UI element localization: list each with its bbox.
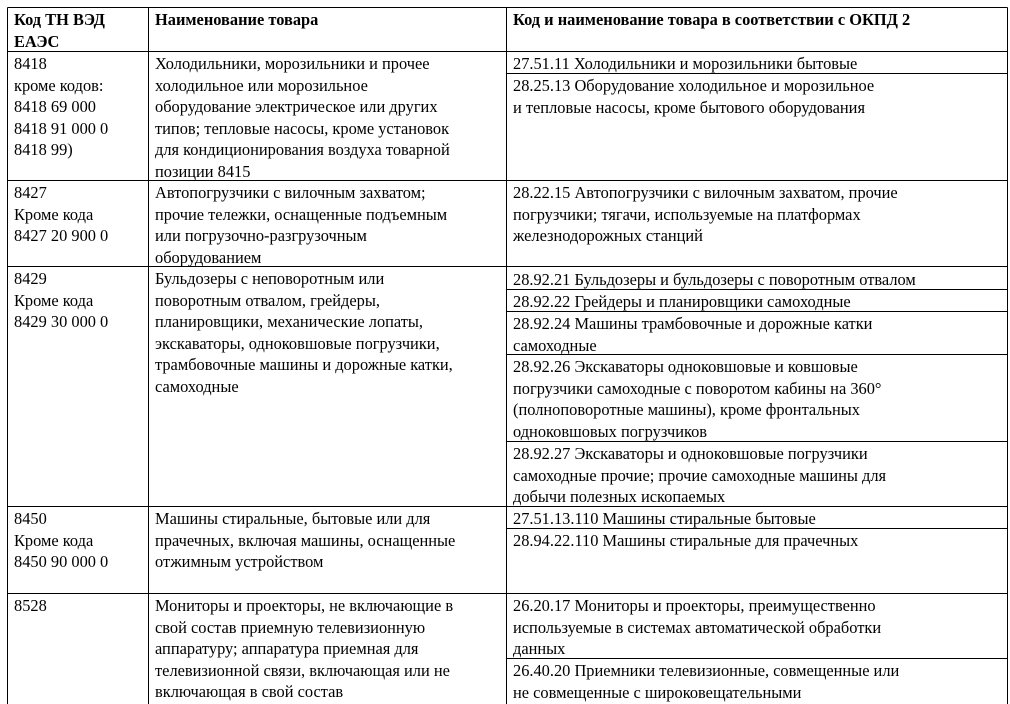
cell-line: самоходные bbox=[513, 335, 597, 355]
header-name bbox=[155, 9, 318, 31]
cell-line: прачечных, включая машины, оснащенные bbox=[155, 530, 456, 550]
cell-line: 28.92.27 Экскаваторы и одноковшовые погрузчики bbox=[513, 444, 868, 463]
cell-line: 8418 69 000 bbox=[14, 97, 96, 117]
cell-line: отжимным устройством bbox=[155, 552, 324, 572]
cell-line: Автопогрузчики с вилочным захватом; bbox=[155, 183, 426, 202]
cell-line: Холодильники, морозильники и прочее bbox=[155, 54, 430, 73]
cell-line: 8429 30 000 0 bbox=[14, 312, 109, 332]
cell-line: данных bbox=[513, 639, 566, 659]
cell-line: трамбовочные машины и дорожные катки, bbox=[155, 355, 453, 375]
row-8450-okpd-2 bbox=[513, 530, 858, 552]
row-8450-okpd-1 bbox=[513, 508, 816, 530]
row-8418-okpd-2 bbox=[513, 75, 874, 118]
cell-line: погрузчики; тягачи, используемые на платформах bbox=[513, 204, 861, 224]
cell-line: 27.51.11 Холодильники и морозильники бытовые bbox=[513, 54, 858, 73]
row-8450-name bbox=[155, 508, 455, 573]
cell-line: 26.20.17 Мониторы и проекторы, преимущественно bbox=[513, 596, 876, 615]
cell-line: или погрузочно-разгрузочным bbox=[155, 226, 367, 246]
cell-line: экскаваторы, одноковшовые погрузчики, bbox=[155, 333, 440, 353]
cell-line: Кроме кода bbox=[14, 530, 94, 550]
cell-line: Кроме кода bbox=[14, 290, 94, 310]
row-8429-okpd-1 bbox=[513, 269, 916, 291]
cell-line: Кроме кода bbox=[14, 204, 94, 224]
cell-line: холодильное или морозильное bbox=[155, 75, 368, 95]
cell-line: ЕАЭС bbox=[14, 31, 60, 51]
cell-line: 8450 90 000 0 bbox=[14, 552, 109, 572]
cell-line: Машины стиральные, бытовые или для bbox=[155, 509, 431, 528]
row-8429-code bbox=[14, 268, 108, 333]
row-8427-code bbox=[14, 182, 108, 247]
cell-line: 26.40.20 Приемники телевизионные, совмещенные или bbox=[513, 661, 900, 680]
header-okpd bbox=[513, 9, 910, 31]
cell-line: прочие тележки, оснащенные подъемным bbox=[155, 204, 448, 224]
cell-line: 28.92.21 Бульдозеры и бульдозеры с поворотным отвалом bbox=[513, 270, 916, 289]
cell-line: 8427 20 900 0 bbox=[14, 226, 109, 246]
row-8429-name bbox=[155, 268, 453, 398]
cell-line: 27.51.13.110 Машины стиральные бытовые bbox=[513, 509, 816, 528]
cell-line: 28.92.22 Грейдеры и планировщики самоходные bbox=[513, 292, 851, 311]
header-code bbox=[14, 9, 105, 52]
cell-line: Код и наименование товара в соответствии с ОКПД 2 bbox=[513, 10, 911, 29]
cell-line: самоходные прочие; прочие самоходные машины для bbox=[513, 465, 887, 485]
cell-line: Наименование товара bbox=[155, 10, 319, 29]
cell-line: и тепловые насосы, кроме бытового оборудования bbox=[513, 97, 865, 117]
row-8429-okpd-5 bbox=[513, 443, 886, 508]
row-8427-name bbox=[155, 182, 447, 268]
cell-line: 8427 bbox=[14, 183, 47, 202]
row-8528-code bbox=[14, 595, 47, 617]
cell-line: 28.92.24 Машины трамбовочные и дорожные катки bbox=[513, 314, 873, 333]
cell-line: Код ТН ВЭД bbox=[14, 10, 105, 29]
row-8429-okpd-2 bbox=[513, 291, 851, 313]
cell-line: Бульдозеры с неповоротным или bbox=[155, 269, 385, 288]
row-8429-okpd-4 bbox=[513, 356, 881, 442]
row-8429-okpd-3 bbox=[513, 313, 872, 356]
cell-line: 28.25.13 Оборудование холодильное и морозильное bbox=[513, 76, 875, 95]
cell-line: поворотным отвалом, грейдеры, bbox=[155, 290, 380, 310]
row-8418-code bbox=[14, 53, 108, 161]
row-8427-okpd-1 bbox=[513, 182, 898, 247]
cell-line: Мониторы и проекторы, не включающие в bbox=[155, 596, 454, 615]
cell-line: кроме кодов: bbox=[14, 75, 104, 95]
cell-line: аппаратуру; аппаратура приемная для bbox=[155, 639, 419, 659]
cell-line: одноковшовых погрузчиков bbox=[513, 421, 708, 441]
cell-line: включающая в свой состав bbox=[155, 682, 344, 702]
row-8450-code bbox=[14, 508, 108, 573]
cell-line: (полноповоротные машины), кроме фронтальных bbox=[513, 400, 860, 420]
cell-line: добычи полезных ископаемых bbox=[513, 487, 726, 507]
cell-line: 8450 bbox=[14, 509, 47, 528]
cell-line: оборудованием bbox=[155, 247, 262, 267]
row-8418-okpd-1 bbox=[513, 53, 857, 75]
cell-line: используемые в системах автоматической обработки bbox=[513, 617, 882, 637]
cell-line: самоходные bbox=[155, 376, 239, 396]
text-cursor bbox=[1007, 312, 1008, 328]
cell-line: 8418 bbox=[14, 54, 47, 73]
row-8418-name bbox=[155, 53, 450, 183]
cell-line: 8418 91 000 0 bbox=[14, 118, 109, 138]
cell-line: телевизионной связи, включающая или не bbox=[155, 660, 450, 680]
cell-line: железнодорожных станций bbox=[513, 226, 703, 246]
cell-line: типов; тепловые насосы, кроме установок bbox=[155, 118, 450, 138]
cell-line: для кондиционирования воздуха товарной bbox=[155, 140, 450, 160]
cell-line: 8429 bbox=[14, 269, 47, 288]
cell-line: 28.22.15 Автопогрузчики с вилочным захватом, прочие bbox=[513, 183, 898, 202]
row-8528-name bbox=[155, 595, 453, 703]
cell-line: погрузчики самоходные с поворотом кабины на 360° bbox=[513, 378, 882, 398]
row-8528-okpd-1 bbox=[513, 595, 881, 660]
cell-line: позиции 8415 bbox=[155, 161, 251, 181]
cell-line: свой состав приемную телевизионную bbox=[155, 617, 426, 637]
cell-line: 8528 bbox=[14, 596, 47, 615]
cell-line: оборудование электрическое или других bbox=[155, 97, 438, 117]
cell-line: 8418 99) bbox=[14, 140, 73, 160]
cell-line: 28.94.22.110 Машины стиральные для прачечных bbox=[513, 531, 859, 550]
cell-line: планировщики, механические лопаты, bbox=[155, 312, 424, 332]
cell-line: не совмещенные с широковещательными bbox=[513, 682, 802, 702]
cell-line: 28.92.26 Экскаваторы одноковшовые и ковшовые bbox=[513, 357, 858, 376]
row-8528-okpd-2 bbox=[513, 660, 899, 703]
